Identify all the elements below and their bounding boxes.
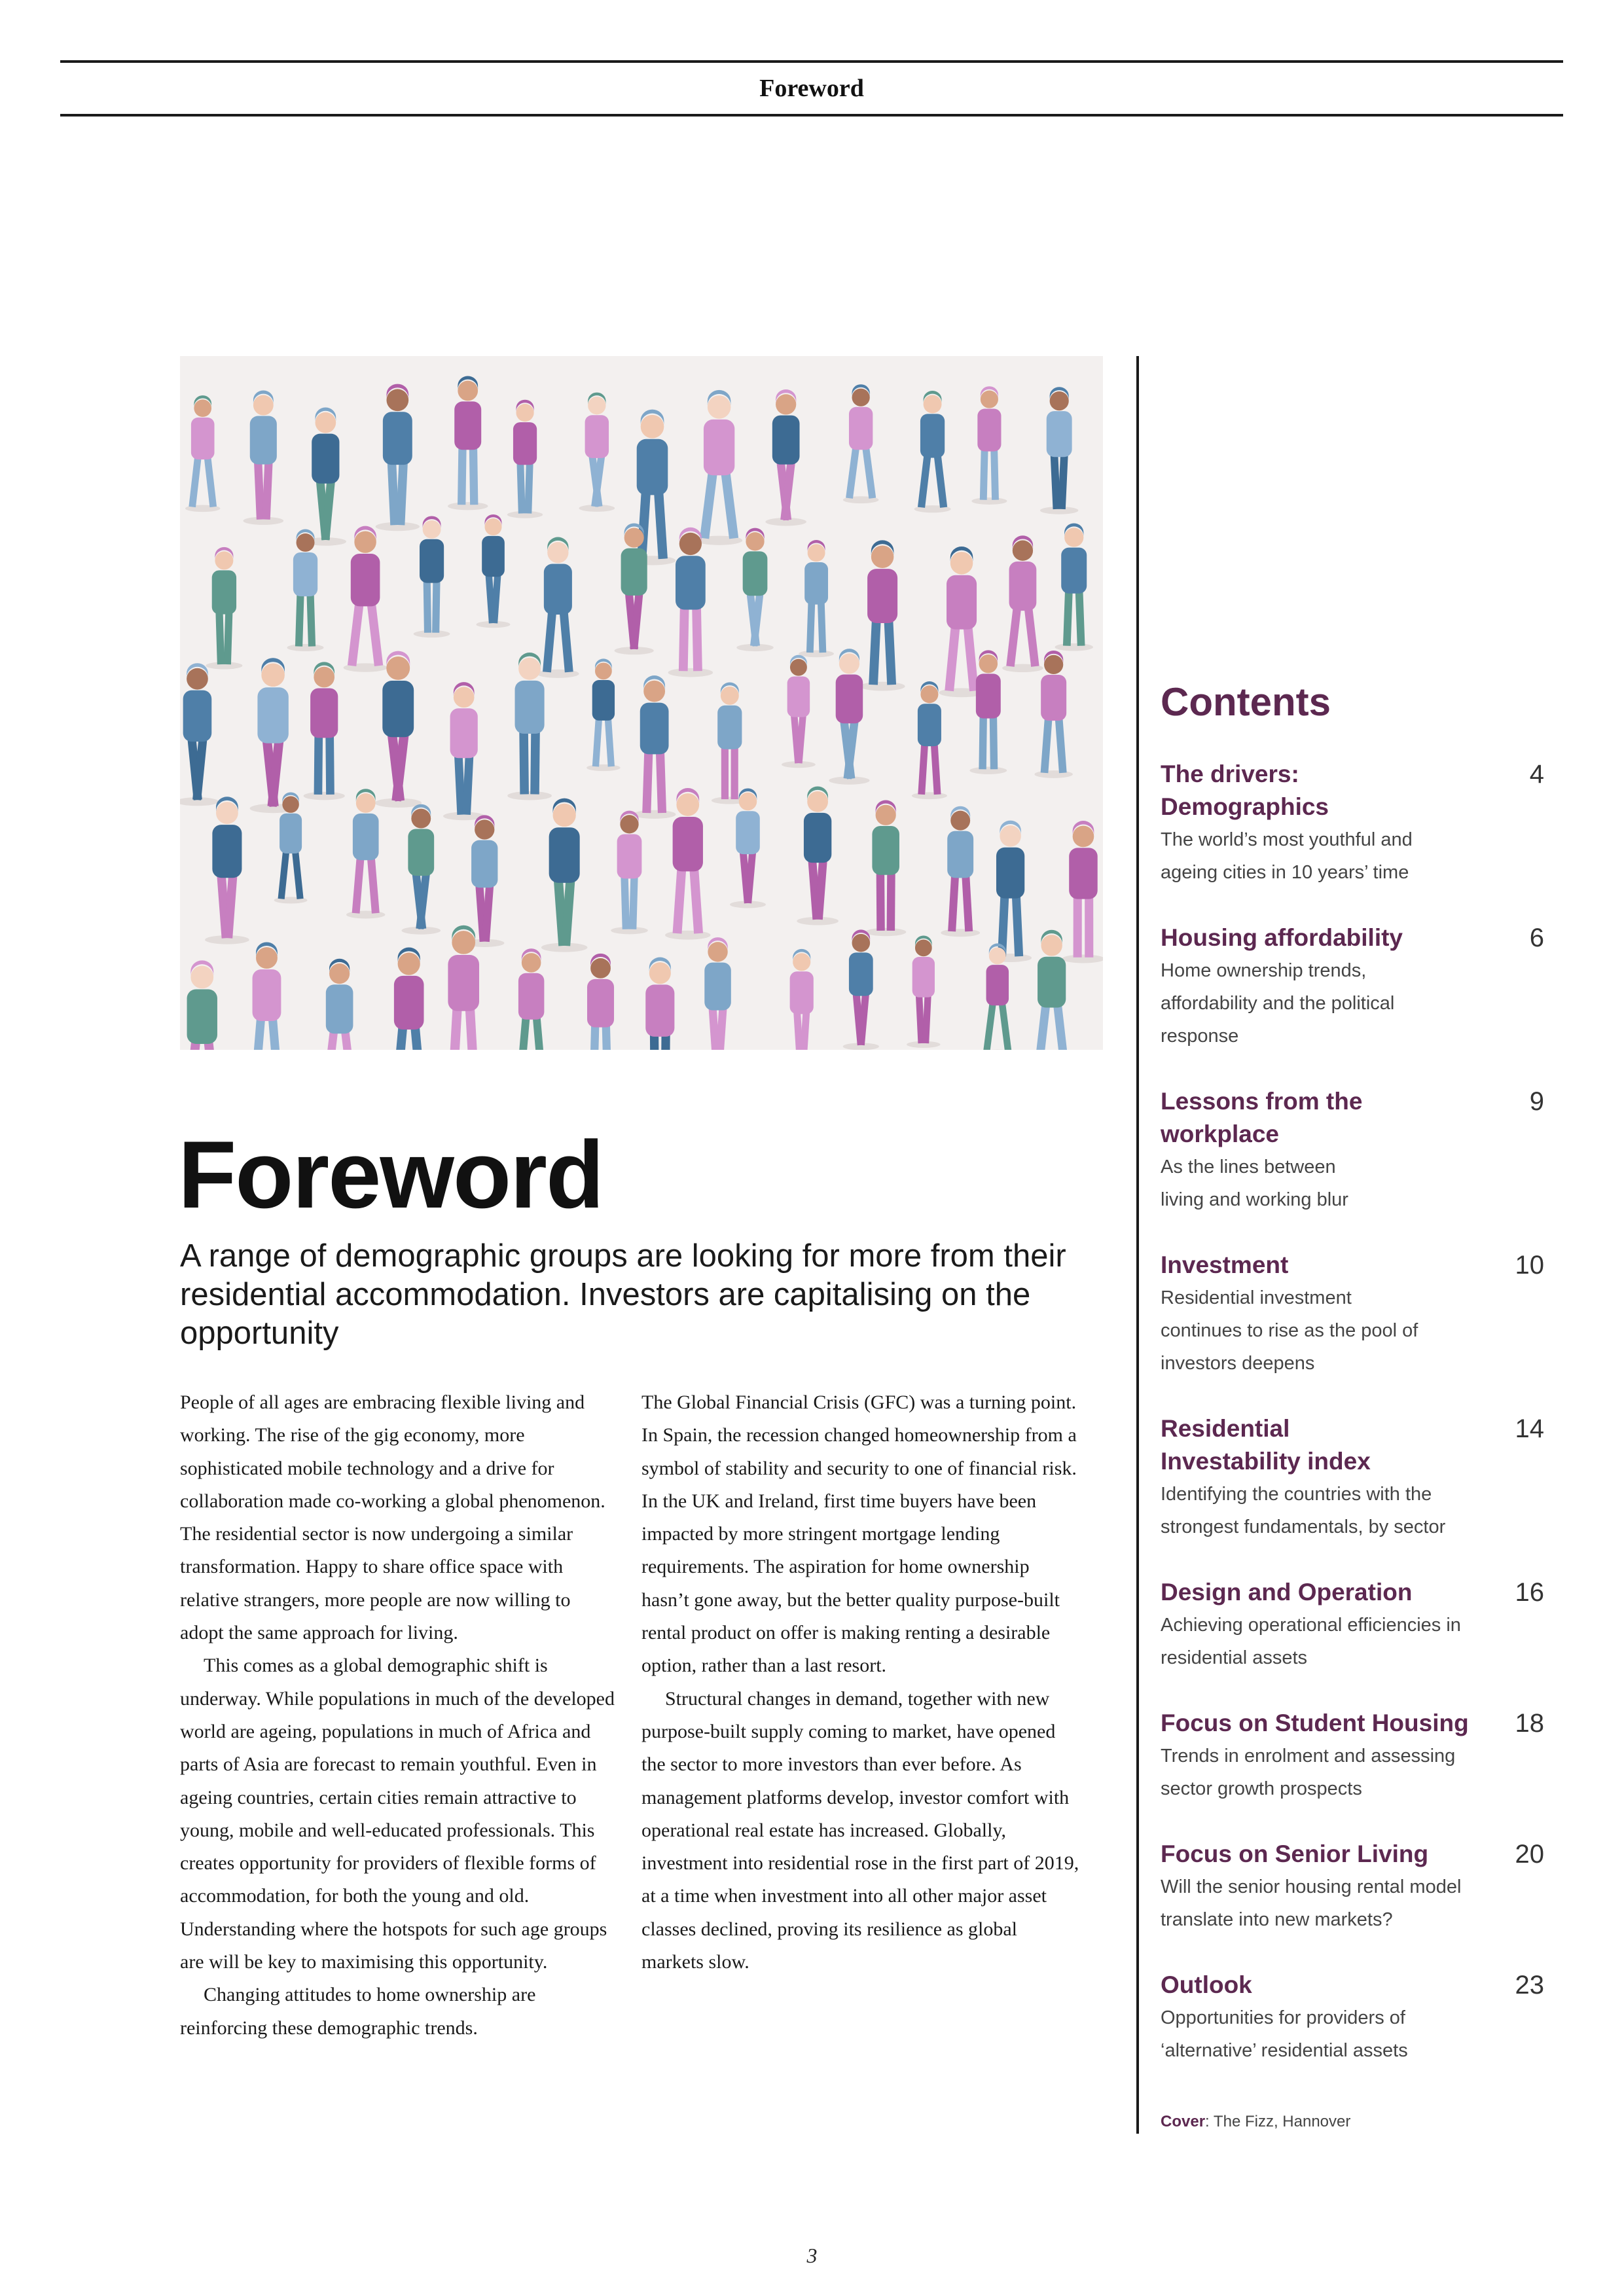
person-figure xyxy=(401,804,441,935)
person-figure xyxy=(245,942,289,1050)
toc-item-lessons-workplace[interactable] xyxy=(1161,1085,1553,1216)
person-figure xyxy=(537,537,579,678)
person-figure xyxy=(1040,387,1078,514)
toc-item-title: Lessons from the workplace xyxy=(1161,1088,1363,1147)
person-figure xyxy=(443,682,484,820)
body-paragraph: Structural changes in demand, together with new purpose-built supply coming to market, have opened the sector to more investors than ever before. As management platforms develop, investor comfort with operational real estate has increased. Globally, investment into residential rose in the first part of 2019, at a time when investment into all other major asset classes declined, proving its resilience as global markets slow. xyxy=(641,1687,1079,1973)
person-figure xyxy=(180,960,225,1050)
person-figure xyxy=(250,658,297,813)
person-figure xyxy=(541,798,588,952)
toc-item-desc: As the lines between living and working blur xyxy=(1161,1157,1348,1210)
page-number: 3 xyxy=(806,2244,818,2267)
person-figure xyxy=(615,523,654,655)
toc-item-page: 9 xyxy=(1529,1087,1544,1116)
person-figure xyxy=(736,528,774,651)
person-figure xyxy=(638,958,681,1050)
toc-item-senior-living[interactable] xyxy=(1161,1838,1553,1936)
toc-item-title: Housing affordability xyxy=(1161,924,1403,951)
person-figure xyxy=(477,514,511,628)
person-figure xyxy=(319,959,359,1050)
person-figure xyxy=(698,937,738,1050)
toc-item-title: Design and Operation xyxy=(1161,1579,1413,1605)
person-figure xyxy=(633,675,676,819)
person-figure xyxy=(989,821,1032,962)
person-figure xyxy=(1055,524,1093,651)
person-figure xyxy=(843,384,879,503)
person-figure xyxy=(586,658,621,771)
toc-item-page: 16 xyxy=(1515,1578,1544,1607)
crowd-illustration-svg xyxy=(180,356,1103,1050)
person-figure xyxy=(860,540,905,691)
person-figure xyxy=(782,655,816,768)
toc-item-desc: Will the senior housing rental model translate into new markets? xyxy=(1161,1876,1462,1930)
person-figure xyxy=(912,681,947,799)
cover-credit-text: : The Fizz, Hannover xyxy=(1205,2113,1351,2130)
person-figure xyxy=(971,386,1007,505)
person-figure xyxy=(712,682,748,804)
person-figure xyxy=(914,391,951,512)
person-figure xyxy=(205,797,249,944)
body-paragraph: People of all ages are embracing flexible living and working. The rise of the gig economy, more sophisticated mobile technology and a drive for collaboration made co-working a global phenomenon. The residential sector is now undergoing a similar transformation. Happy to share office space with relative strangers, more people are now willing to adopt the same approach for living. xyxy=(180,1391,605,1644)
body-column-left xyxy=(180,1386,619,2045)
person-figure xyxy=(665,788,711,940)
toc-item-page: 6 xyxy=(1529,924,1544,952)
person-figure xyxy=(1002,535,1043,672)
person-figure xyxy=(668,528,713,677)
body-paragraph: This comes as a global demographic shift is underway. While populations in much of the developed world are ageing, populations in much of Africa and parts of Asia are forecast to remain youthful. Even in ageing countries, certain cities remain attractive to young, mobile and well-educated professionals. This creates opportunity for providers of flexible forms of accommodation, for both the young and old. Understanding where the hotspots for such age groups are will be key to maximising this opportunity. xyxy=(180,1655,615,1973)
toc-item-title: Investment xyxy=(1161,1251,1289,1278)
person-figure xyxy=(448,376,488,510)
person-figure xyxy=(507,400,543,518)
person-figure xyxy=(346,789,385,918)
toc-item-title: Focus on Student Housing xyxy=(1161,1710,1469,1736)
toc-item-student-housing[interactable] xyxy=(1161,1707,1553,1805)
person-figure xyxy=(374,651,422,808)
toc-item-demographics[interactable] xyxy=(1161,758,1553,889)
person-figure xyxy=(799,540,834,657)
toc-item-desc: Identifying the countries with the strongest fundamentals, by sector xyxy=(1161,1484,1446,1537)
table-of-contents xyxy=(1161,681,1553,2067)
body-paragraph: The Global Financial Crisis (GFC) was a turning point. In Spain, the recession changed homeownership from a symbol of stability and security to one of financial risk. In the UK and Ireland, first time buyers have been impacted by more stringent mortgage lending requirements. The aspiration for home ownership hasn’t gone away, but the better quality purpose-built rental product on offer is making renting a desirable option, rather than a last resort. xyxy=(641,1391,1077,1677)
person-figure xyxy=(465,815,504,947)
toc-item-desc: The world’s most youthful and ageing cities in 10 years’ time xyxy=(1161,829,1413,883)
toc-item-page: 14 xyxy=(1515,1414,1544,1443)
toc-item-page: 20 xyxy=(1515,1840,1544,1869)
person-figure xyxy=(907,935,940,1048)
person-figure xyxy=(512,948,550,1050)
toc-item-page: 23 xyxy=(1515,1971,1544,2000)
person-figure xyxy=(579,393,615,512)
person-figure xyxy=(581,954,621,1050)
person-figure xyxy=(765,389,806,526)
person-figure xyxy=(1030,930,1073,1050)
person-figure xyxy=(376,384,420,531)
person-figure xyxy=(414,516,450,637)
person-figure xyxy=(185,395,220,512)
person-figure xyxy=(829,649,869,785)
toc-item-title: Outlook xyxy=(1161,1971,1252,1998)
person-figure xyxy=(941,806,980,937)
person-figure xyxy=(797,787,839,925)
toc-item-design-operation[interactable] xyxy=(1161,1576,1553,1674)
vertical-divider xyxy=(1136,356,1139,2134)
toc-item-page: 10 xyxy=(1515,1251,1544,1280)
person-figure xyxy=(696,390,742,545)
person-figure xyxy=(344,526,388,672)
person-figure xyxy=(305,408,346,546)
toc-item-title: The drivers: Demographics xyxy=(1161,761,1329,820)
running-header xyxy=(60,60,1563,117)
toc-item-desc: Trends in enrolment and assessing sector growth prospects xyxy=(1161,1746,1456,1799)
crowd-illustration xyxy=(180,356,1103,1050)
body-column-right xyxy=(641,1386,1080,1979)
toc-item-desc: Achieving operational efficiencies in residential assets xyxy=(1161,1615,1461,1668)
toc-item-title: Residential Investability index xyxy=(1161,1415,1371,1475)
person-figure xyxy=(611,811,648,935)
toc-item-outlook[interactable] xyxy=(1161,1969,1553,2067)
toc-item-housing-affordability[interactable] xyxy=(1161,922,1553,1052)
cover-credit-label: Cover xyxy=(1161,2113,1206,2130)
body-paragraph: Changing attitudes to home ownership are reinforcing these demographic trends. xyxy=(180,1984,536,2039)
person-figure xyxy=(865,800,906,936)
person-figure xyxy=(843,929,879,1050)
toc-item-desc: Opportunities for providers of ‘alternative’ residential assets xyxy=(1161,2007,1408,2061)
person-figure xyxy=(244,390,284,524)
person-figure xyxy=(304,662,345,800)
toc-item-desc: Residential investment continues to rise as the pool of investors deepens xyxy=(1161,1287,1418,1374)
page-subtitle: A range of demographic groups are looking for more from their residential accommodation. Investors are capitalising on the opportunity xyxy=(180,1238,1066,1351)
toc-item-desc: Home ownership trends, affordability and the political response xyxy=(1161,960,1395,1047)
header-title: Foreword xyxy=(759,75,864,102)
toc-item-page: 4 xyxy=(1529,760,1544,789)
toc-item-investability-index[interactable] xyxy=(1161,1412,1553,1543)
toc-item-investment[interactable] xyxy=(1161,1249,1553,1380)
page-title: Foreword xyxy=(178,1121,604,1228)
person-figure xyxy=(730,788,766,908)
contents-heading: Contents xyxy=(1161,680,1331,724)
person-figure xyxy=(180,663,219,806)
person-figure xyxy=(784,949,820,1050)
cover-credit xyxy=(1161,2113,1350,2131)
toc-item-page: 18 xyxy=(1515,1709,1544,1738)
toc-item-title: Focus on Senior Living xyxy=(1161,1840,1429,1867)
person-figure xyxy=(939,547,984,697)
person-figure xyxy=(1062,821,1103,963)
person-figure xyxy=(386,948,431,1050)
person-figure xyxy=(206,547,242,670)
person-figure xyxy=(287,529,324,652)
